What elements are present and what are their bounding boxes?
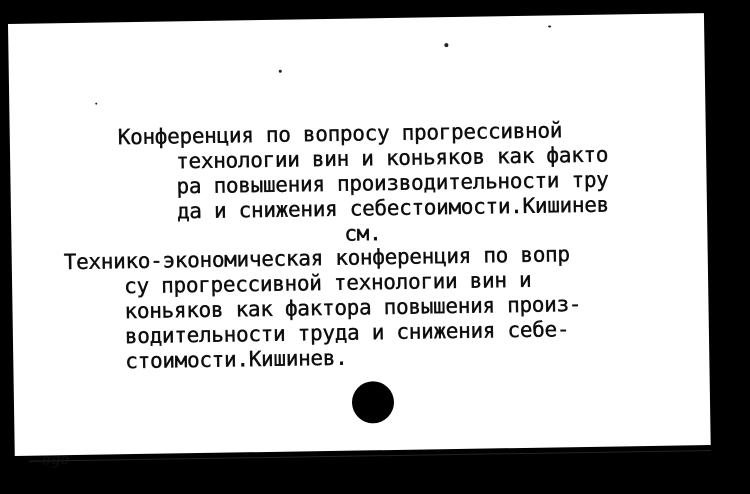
ink-speck: [95, 103, 97, 105]
entry-line: Технико-экономическая конференция по вопр: [63, 242, 570, 275]
entry-line: водительности труда и снижения себе-: [124, 317, 570, 349]
entry-line: стоимости.Кишинев.: [125, 345, 348, 374]
ink-speck: [279, 70, 282, 73]
entry-line: Конференция по вопросу прогрессивной: [117, 118, 563, 150]
entry-line: ра повышения производительности тру: [176, 167, 609, 199]
card-bottom-rule: [29, 450, 711, 462]
handwritten-mark: ogo: [41, 450, 70, 469]
ink-speck: [444, 43, 448, 47]
see-reference: см.: [344, 221, 382, 246]
entry-line: технологии вин и коньяков как факто: [175, 142, 609, 174]
entry-line: коньяков как фактора повышения произ-: [124, 292, 582, 324]
catalog-card: [8, 13, 711, 469]
ink-speck: [548, 25, 551, 27]
entry-line: су прогрессивной технологии вин и: [123, 267, 532, 299]
catalog-entry-main: [118, 118, 610, 251]
catalog-entry-see-also: [64, 242, 583, 375]
punch-hole: [352, 381, 395, 424]
entry-line: да и снижения себестоимости.Кишинев: [176, 192, 610, 224]
